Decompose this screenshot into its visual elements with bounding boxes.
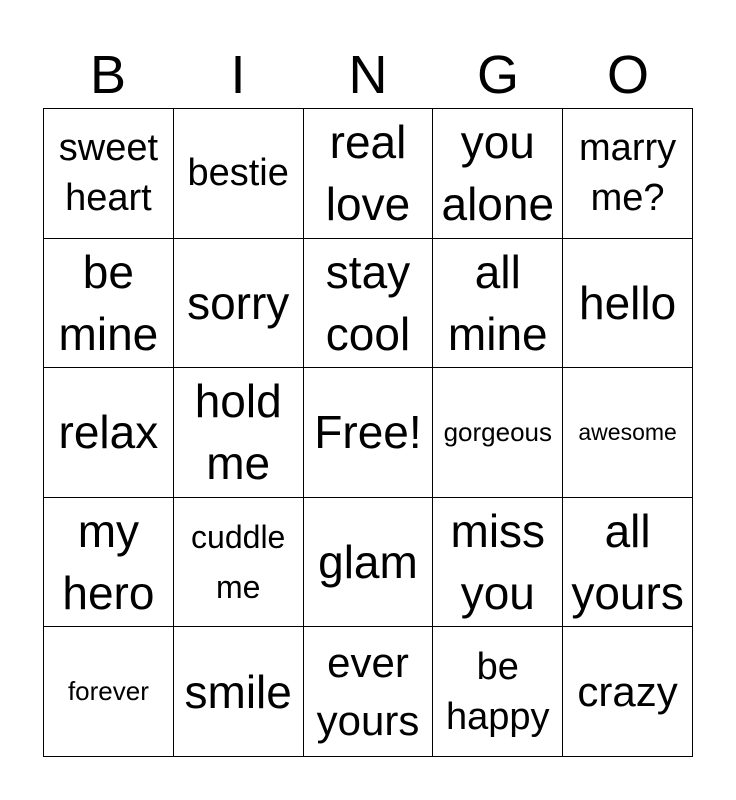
bingo-cell: sweet heart: [44, 109, 174, 239]
bingo-card-grid: [43, 108, 693, 757]
bingo-cell: my hero: [44, 498, 174, 628]
header-letter-g: G: [476, 45, 519, 105]
header-letter-b: B: [89, 45, 127, 105]
bingo-cell: awesome: [563, 368, 693, 498]
bingo-cell: hello: [563, 239, 693, 369]
bingo-cell: miss you: [433, 498, 563, 628]
bingo-cell-free: Free!: [304, 368, 434, 498]
bingo-cell: be happy: [433, 627, 563, 757]
bingo-cell: all yours: [563, 498, 693, 628]
bingo-cell: smile: [174, 627, 304, 757]
header-letter-i: I: [230, 45, 246, 105]
bingo-cell: real love: [304, 109, 434, 239]
bingo-cell: relax: [44, 368, 174, 498]
bingo-cell: bestie: [174, 109, 304, 239]
bingo-cell: cuddle me: [174, 498, 304, 628]
bingo-cell: gorgeous: [433, 368, 563, 498]
bingo-cell: you alone: [433, 109, 563, 239]
bingo-cell: hold me: [174, 368, 304, 498]
bingo-cell: crazy: [563, 627, 693, 757]
bingo-cell: glam: [304, 498, 434, 628]
header-letter-o: O: [606, 45, 649, 105]
bingo-cell: marry me?: [563, 109, 693, 239]
bingo-cell: all mine: [433, 239, 563, 369]
bingo-cell: ever yours: [304, 627, 434, 757]
header-letter-n: N: [348, 45, 388, 105]
bingo-cell: be mine: [44, 239, 174, 369]
bingo-cell: forever: [44, 627, 174, 757]
bingo-header: [43, 42, 693, 108]
bingo-cell: stay cool: [304, 239, 434, 369]
bingo-cell: sorry: [174, 239, 304, 369]
